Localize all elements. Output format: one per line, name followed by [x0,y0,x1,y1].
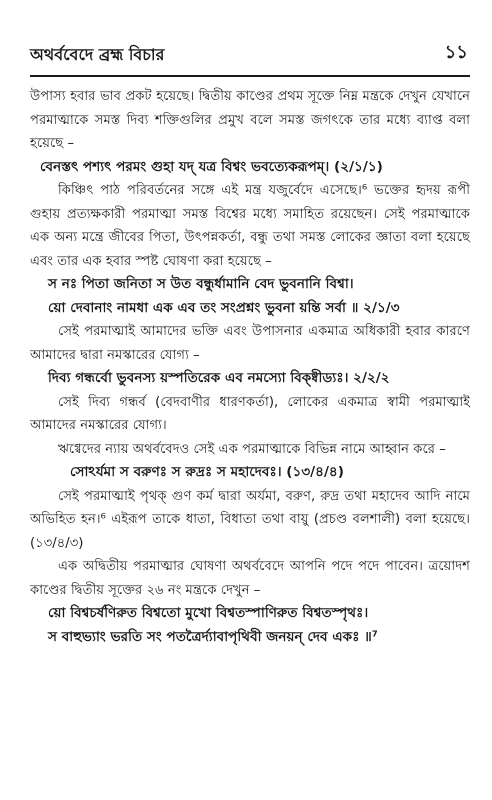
paragraph-1: উপাস্য হবার ভাব প্রকট হয়েছে। দ্বিতীয় কাণ্ডের প্রথম সূক্তে নিম্ন মন্ত্রকে দেখুন যেখানে পরমাত্মাকে সমস্ত দিব্য শক্তিগুলির প্রমুখ বলে সমস্ত জগৎকে তার মধ্যে ব্যাপ্ত বলা হয়েছে – [30,89,470,151]
paragraph-2: কিঞ্চিৎ পাঠ পরিবর্তনের সঙ্গে এই মন্ত্র যজুর্বেদে এসেছে।⁶ ভক্তের হৃদয় রূপী গুহায় প্রত্যক্ষকারী পরমাত্মা সমস্ত বিশ্বের মধ্যে সমাহিত রয়েছেন। সেই পরমাত্মাকে এক অন্য মন্ত্রে জীবের পিতা, উৎপন্নকর্তা, বন্ধু তথা সমস্ত লোকের জ্ঞাতা বলা হয়েছে এবং তার এক হবার স্পষ্ট ঘোষণা করা হয়েছে – [30,183,470,269]
running-head: অথর্ববেদে ব্রহ্ম বিচার [30,45,165,64]
page-header [30,0,470,69]
verse-2: স নঃ পিতা জনিতা স উত বন্ধুর্ধামানি বেদ ভুবনানি বিশ্বা। [48,276,354,292]
verse-7: স বাহুভ্যাং ভরতি সং পতত্রৈর্দ্যাবাপৃথিবী জনয়ন্ দেব একঃ ॥⁷ [48,628,378,645]
verse-6: য়ো বিশ্বচর্ষণিরুত বিশ্বতো মুখো বিশ্বতস্পাণিরুত বিশ্বতস্পৃথঃ। [48,605,369,621]
page-body [30,85,470,649]
verse-3: য়ো দেবানাং নামধা এক এব তং সংপ্রশ্নং ভুবনা য়ন্তি সর্বা ॥ ২/১/৩ [48,299,400,316]
header-rule [30,75,470,77]
paragraph-6: সেই পরমাত্মাই পৃথক্ গুণ কর্ম দ্বারা অর্যমা, বরুণ, রুদ্র তথা মহাদেব আদি নামে অভিহিত হন।⁶ এইরূপ তাকে ধাতা, বিধাতা তথা বায়ু (প্রচণ্ড বলশালী) বলা হয়েছে। (১৩/৪/৩) [30,488,470,551]
paragraph-5: ঋগ্বেদের ন্যায় অথর্ববেদও সেই এক পরমাত্মাকে বিভিন্ন নামে আহ্বান করে – [58,441,446,457]
paragraph-4: সেই দিব্য গন্ধর্ব (বেদবাণীর ধারণকর্তা), লোকের একমাত্র স্বামী পরমাত্মাই আমাদের নমস্কারের যোগ্য। [30,394,470,433]
paragraph-7: এক অদ্বিতীয় পরমাত্মার ঘোষণা অথর্ববেদে আপনি পদে পদে পাবেন। ত্রয়োদশ কাণ্ডের দ্বিতীয় সূক্তের ২৬ নং মন্ত্রকে দেখুন – [30,559,470,598]
page-number: ১১ [444,42,468,63]
verse-1: বেনস্তৎ পশ্যৎ পরমং গুহা যদ্ যত্র বিশ্বং ভবত্যেকরূপম্। (২/১/১) [40,158,383,175]
paragraph-3: সেই পরমাত্মাই আমাদের ভক্তি এবং উপাসনার একমাত্র অধিকারী হবার কারণে আমাদের দ্বারা নমস্কারের যোগ্য – [30,324,470,363]
verse-5: সোঽর্যমা স বরুণঃ স রুদ্রঃ স মহাদেবঃ। (১৩/৪/৪) [70,464,344,480]
verse-4: দিব্য গন্ধর্বো ভুবনস্য য়স্পতিরেক এব নমস্যো বিক্ষ্বীড্যঃ। ২/২/২ [48,370,390,386]
